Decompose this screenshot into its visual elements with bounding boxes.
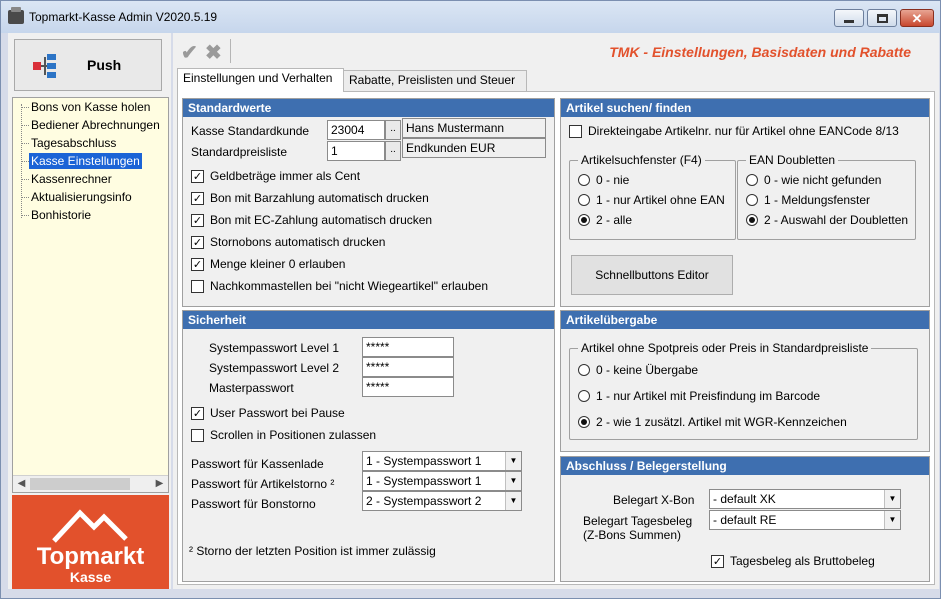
radio-suchfenster-alle[interactable]: 2 - alle: [578, 213, 632, 227]
masterpasswort-input[interactable]: *****: [362, 377, 454, 397]
radio-selected-icon: [746, 214, 758, 226]
radio-icon: [746, 174, 758, 186]
radio-suchfenster-nie[interactable]: 0 - nie: [578, 173, 629, 187]
belegart-tagesbeleg-select[interactable]: - default RE ▼: [709, 510, 901, 530]
standardpreisliste-name: Endkunden EUR: [402, 138, 546, 158]
kasse-standardkunde-input[interactable]: 23004: [327, 120, 385, 140]
passwort-artikelstorno-label: Passwort für Artikelstorno ²: [191, 477, 335, 491]
radio-selected-icon: [578, 416, 590, 428]
minimize-button[interactable]: [834, 9, 864, 27]
window-title: Topmarkt-Kasse Admin V2020.5.19: [29, 10, 218, 24]
checkbox-checked-icon: ✓: [192, 191, 203, 205]
standardpreisliste-input[interactable]: 1: [327, 141, 385, 161]
checkbox-scrollen-positionen[interactable]: Scrollen in Positionen zulassen: [191, 428, 376, 442]
mountain-logo-icon: [52, 505, 128, 543]
logo-line1: Topmarkt: [36, 543, 145, 570]
group-abschluss-belegerstellung: [560, 456, 930, 582]
belegart-xbon-label: Belegart X-Bon: [613, 493, 695, 507]
belegart-tagesbeleg-label: Belegart Tagesbeleg: [583, 514, 693, 528]
passwort-kassenlade-select[interactable]: 1 - Systempasswort 1 ▼: [362, 451, 522, 471]
radio-preisfindung-barcode[interactable]: 1 - nur Artikel mit Preisfindung im Barcode: [578, 389, 820, 403]
chevron-down-icon[interactable]: ▼: [505, 492, 521, 510]
masterpasswort-label: Masterpasswort: [209, 381, 294, 395]
tree-item-aktualisierungsinfo[interactable]: Aktualisierungsinfo: [31, 190, 132, 204]
group-title-abschluss: Abschluss / Belegerstellung: [561, 457, 929, 475]
header-title: TMK - Einstellungen, Basisdaten und Rabatte: [609, 44, 911, 60]
topmarkt-logo: [12, 495, 169, 589]
passwort-kassenlade-label: Passwort für Kassenlade: [191, 457, 324, 471]
checkbox-checked-icon: ✓: [192, 235, 203, 249]
push-button[interactable]: [14, 39, 162, 91]
chevron-down-icon[interactable]: ▼: [505, 472, 521, 490]
artikel-ohne-spotpreis-title: Artikel ohne Spotpreis oder Preis in Standardpreisliste: [578, 341, 871, 355]
radio-ean-nicht-gefunden[interactable]: 0 - wie nicht gefunden: [746, 173, 881, 187]
checkbox-unchecked-icon: [191, 280, 204, 293]
systempasswort-level2-input[interactable]: *****: [362, 357, 454, 377]
chevron-down-icon[interactable]: ▼: [884, 490, 900, 508]
group-title-sicherheit: Sicherheit: [183, 311, 554, 329]
frame-artikelsuchfenster: [569, 153, 736, 240]
kasse-standardkunde-label: Kasse Standardkunde: [191, 124, 310, 138]
standardpreisliste-label: Standardpreisliste: [191, 145, 288, 159]
logo-line2: Kasse: [69, 569, 112, 585]
tab-einstellungen-verhalten[interactable]: Einstellungen und Verhalten: [177, 68, 344, 92]
close-button[interactable]: [900, 9, 934, 27]
checkbox-unchecked-icon: [191, 429, 204, 442]
passwort-bonstorno-label: Passwort für Bonstorno: [191, 497, 316, 511]
radio-ean-auswahl[interactable]: 2 - Auswahl der Doubletten: [746, 213, 908, 227]
scroll-left-icon[interactable]: ◀: [17, 478, 26, 489]
group-standardwerte: [182, 98, 555, 307]
group-artikeluebergabe: [560, 310, 930, 452]
frame-ean-doubletten: [737, 153, 916, 240]
kasse-standardkunde-browse-button[interactable]: ..: [385, 120, 401, 140]
checkbox-checked-icon: ✓: [712, 554, 723, 568]
left-panel: [8, 33, 171, 589]
checkbox-bon-barzahlung-drucken[interactable]: ✓ Bon mit Barzahlung automatisch drucken: [192, 191, 429, 205]
network-icon: [33, 54, 59, 78]
checkmark-icon[interactable]: ✔: [181, 42, 198, 64]
tab-content: [177, 91, 935, 585]
checkbox-checked-icon: ✓: [192, 169, 203, 183]
checkbox-menge-kleiner-0[interactable]: ✓ Menge kleiner 0 erlauben: [192, 257, 346, 271]
checkbox-tagesbeleg-brutto[interactable]: ✓ Tagesbeleg als Bruttobeleg: [712, 554, 875, 568]
systempasswort-level1-label: Systempasswort Level 1: [209, 341, 340, 355]
toolbar-separator: [230, 39, 231, 63]
checkbox-nachkommastellen[interactable]: Nachkommastellen bei "nicht Wiegeartikel" erlauben: [191, 279, 488, 293]
group-title-artikel-suchen: Artikel suchen/ finden: [561, 99, 929, 117]
tree-item-kasse-einstellungen[interactable]: Kasse Einstellungen: [31, 154, 140, 168]
tree-item-bediener-abrechnungen[interactable]: Bediener Abrechnungen: [31, 118, 160, 132]
tree-item-bons-von-kasse-holen[interactable]: Bons von Kasse holen: [31, 100, 151, 114]
push-label: Push: [87, 57, 122, 73]
x-icon[interactable]: ✖: [205, 42, 222, 64]
systempasswort-level2-label: Systempasswort Level 2: [209, 361, 340, 375]
kasse-standardkunde-name: Hans Mustermann: [402, 118, 546, 138]
main-panel: [173, 33, 939, 589]
group-title-artikeluebergabe: Artikelübergabe: [561, 311, 929, 329]
group-title-standardwerte: Standardwerte: [183, 99, 554, 117]
title-bar: [1, 1, 940, 33]
storno-footnote: ² Storno der letzten Position ist immer zulässig: [189, 544, 436, 558]
checkbox-checked-icon: ✓: [192, 406, 203, 420]
standardpreisliste-browse-button[interactable]: ..: [385, 141, 401, 161]
maximize-icon: [877, 14, 888, 23]
tree-item-tagesabschluss[interactable]: Tagesabschluss: [31, 136, 117, 150]
checkbox-unchecked-icon: [569, 125, 582, 138]
minimize-icon: [844, 20, 854, 23]
checkbox-checked-icon: ✓: [192, 213, 203, 227]
radio-icon: [578, 174, 590, 186]
ean-doubletten-title: EAN Doubletten: [746, 153, 838, 167]
radio-keine-uebergabe[interactable]: 0 - keine Übergabe: [578, 363, 698, 377]
checkbox-geldbetraege-cent[interactable]: ✓ Geldbeträge immer als Cent: [192, 169, 361, 183]
passwort-artikelstorno-select[interactable]: 1 - Systempasswort 1 ▼: [362, 471, 522, 491]
checkbox-direkteingabe-artikelnr[interactable]: Direkteingabe Artikelnr. nur für Artikel ohne EANCode 8/13: [569, 124, 899, 138]
navigation-tree: [12, 97, 169, 493]
tree-item-kassenrechner[interactable]: Kassenrechner: [31, 172, 112, 186]
radio-wgr-kennzeichen[interactable]: 2 - wie 1 zusätzl. Artikel mit WGR-Kennzeichen: [578, 415, 847, 429]
horizontal-scrollbar[interactable]: [13, 475, 168, 492]
checkbox-stornobons-drucken[interactable]: ✓ Stornobons automatisch drucken: [192, 235, 386, 249]
checkbox-bon-ec-zahlung-drucken[interactable]: ✓ Bon mit EC-Zahlung automatisch drucken: [192, 213, 433, 227]
scroll-right-icon[interactable]: ▶: [155, 478, 164, 489]
systempasswort-level1-input[interactable]: *****: [362, 337, 454, 357]
group-sicherheit: [182, 310, 555, 582]
radio-selected-icon: [578, 214, 590, 226]
radio-ean-meldungsfenster[interactable]: 1 - Meldungsfenster: [746, 193, 870, 207]
belegart-tagesbeleg-sublabel: (Z-Bons Summen): [583, 528, 682, 542]
chevron-down-icon[interactable]: ▼: [505, 452, 521, 470]
radio-icon: [746, 194, 758, 206]
radio-icon: [578, 364, 590, 376]
schnellbuttons-editor-button[interactable]: Schnellbuttons Editor: [571, 255, 733, 295]
chevron-down-icon[interactable]: ▼: [884, 511, 900, 529]
scroll-thumb[interactable]: [30, 478, 130, 490]
radio-suchfenster-ohne-ean[interactable]: 1 - nur Artikel ohne EAN: [578, 193, 725, 207]
radio-icon: [578, 194, 590, 206]
tree-item-bonhistorie[interactable]: Bonhistorie: [31, 208, 92, 222]
checkbox-user-passwort-pause[interactable]: ✓ User Passwort bei Pause: [192, 406, 345, 420]
tab-rabatte-preislisten-steuer[interactable]: Rabatte, Preislisten und Steuer: [343, 70, 527, 91]
artikelsuchfenster-title: Artikelsuchfenster (F4): [578, 153, 705, 167]
group-artikel-suchen: [560, 98, 930, 307]
maximize-button[interactable]: [867, 9, 897, 27]
frame-artikel-ohne-spotpreis: [569, 341, 918, 440]
passwort-bonstorno-select[interactable]: 2 - Systempasswort 2 ▼: [362, 491, 522, 511]
close-icon: ✕: [911, 10, 923, 26]
belegart-xbon-select[interactable]: - default XK ▼: [709, 489, 901, 509]
cash-register-icon: [8, 10, 24, 24]
checkbox-checked-icon: ✓: [192, 257, 203, 271]
radio-icon: [578, 390, 590, 402]
